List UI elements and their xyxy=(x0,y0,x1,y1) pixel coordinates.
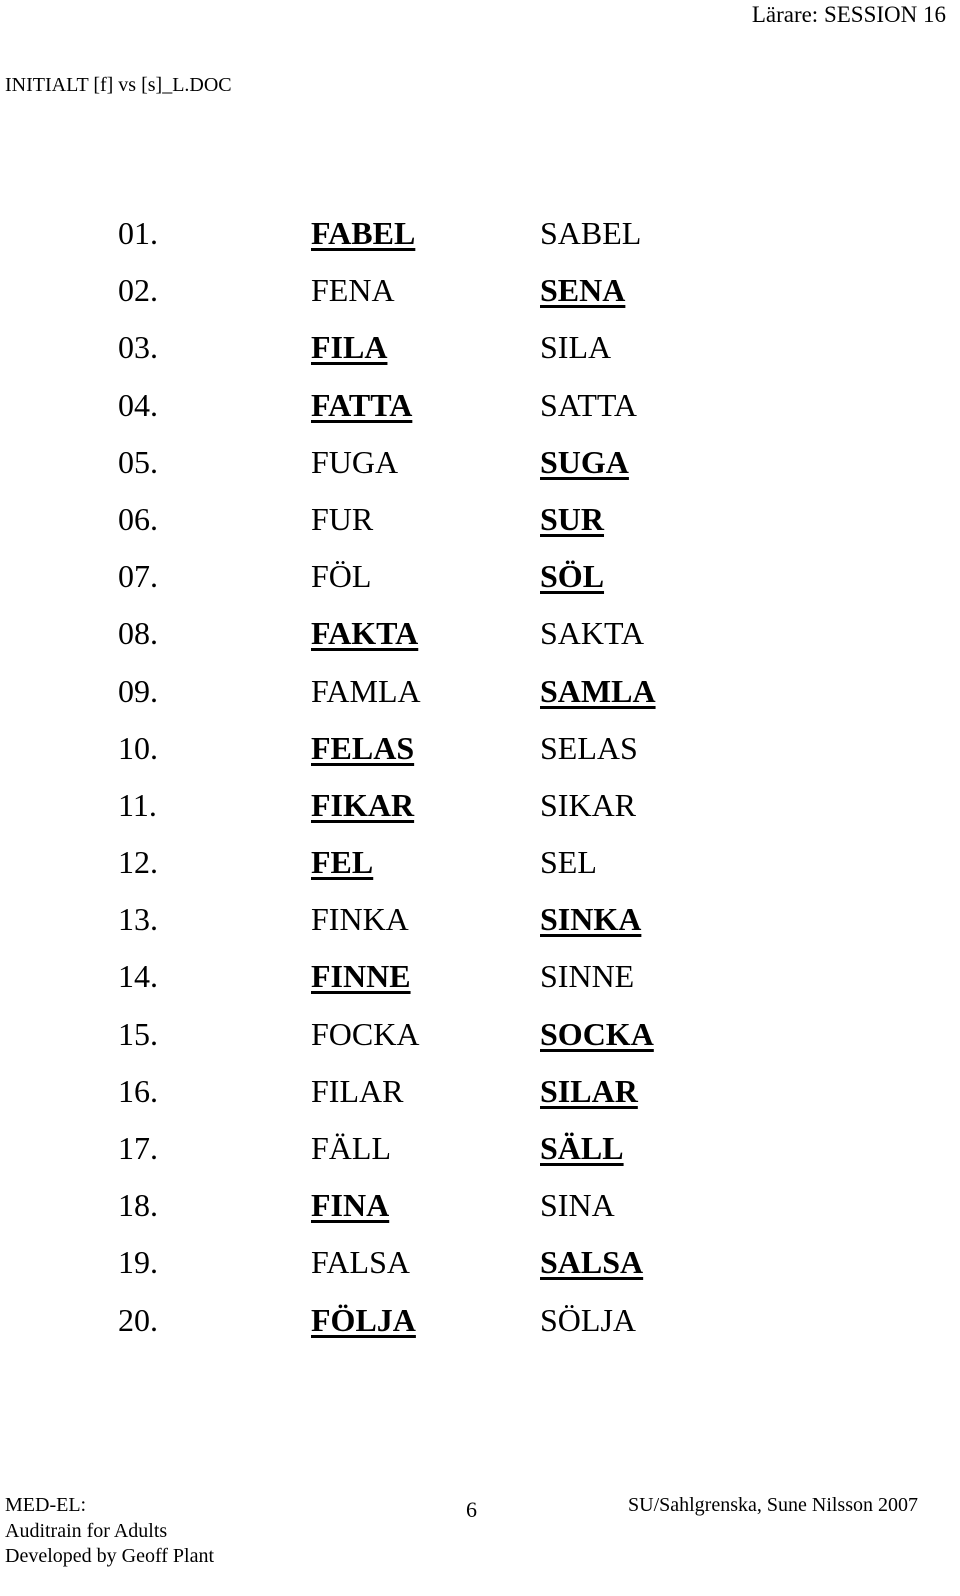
f-word-target: FINA xyxy=(311,1187,390,1224)
f-word: FUR xyxy=(311,500,374,537)
s-word: SILA xyxy=(540,329,612,366)
item-number: 04. xyxy=(118,386,158,423)
s-word: SIKAR xyxy=(540,786,637,823)
s-word-target: SUGA xyxy=(540,443,629,480)
word-pair-row xyxy=(0,897,960,954)
item-number: 10. xyxy=(118,729,158,766)
word-pair-row xyxy=(0,669,960,726)
footer-developer: Developed by Geoff Plant xyxy=(5,1545,215,1567)
s-word: SAKTA xyxy=(540,615,645,652)
f-word-target: FABEL xyxy=(311,215,416,251)
s-word-target: SENA xyxy=(540,272,626,309)
f-word-target: FELAS xyxy=(311,729,415,766)
word-pair-row xyxy=(0,325,960,382)
word-pair-row xyxy=(0,783,960,840)
f-word: FINKA xyxy=(311,901,409,938)
word-pair-row xyxy=(0,954,960,1011)
item-number: 12. xyxy=(118,844,158,881)
s-word-target: SUR xyxy=(540,500,605,537)
word-pair-row xyxy=(0,1298,960,1355)
word-pair-row xyxy=(0,1012,960,1069)
s-word: SABEL xyxy=(540,215,642,251)
f-word: FALSA xyxy=(311,1244,410,1281)
item-number: 15. xyxy=(118,1015,158,1052)
word-pair-row xyxy=(0,1069,960,1126)
f-word-target: FÖLJA xyxy=(311,1301,416,1338)
s-word: SATTA xyxy=(540,386,637,423)
s-word-target: SÄLL xyxy=(540,1130,624,1166)
s-word: SINA xyxy=(540,1187,615,1224)
f-word: FÄLL xyxy=(311,1130,391,1166)
s-word-target: SALSA xyxy=(540,1244,644,1281)
footer-program: Auditrain for Adults xyxy=(5,1520,168,1542)
s-word-target: SILAR xyxy=(540,1072,638,1109)
item-number: 02. xyxy=(118,272,158,309)
word-pair-list xyxy=(0,211,960,1355)
f-word-target: FAKTA xyxy=(311,615,419,652)
word-pair-row xyxy=(0,726,960,783)
word-pair-row xyxy=(0,268,960,325)
word-pair-row xyxy=(0,840,960,897)
word-pair-row xyxy=(0,440,960,497)
item-number: 09. xyxy=(118,672,158,709)
s-word-target: SAMLA xyxy=(540,672,656,709)
word-pair-row xyxy=(0,383,960,440)
session-header: Lärare: SESSION 16 xyxy=(751,2,946,27)
word-pair-row xyxy=(0,611,960,668)
item-number: 19. xyxy=(118,1244,158,1281)
s-word: SELAS xyxy=(540,729,638,766)
f-word-target: FILA xyxy=(311,329,388,366)
f-word: FAMLA xyxy=(311,672,421,709)
s-word-target: SOCKA xyxy=(540,1015,654,1052)
item-number: 14. xyxy=(118,958,158,995)
word-pair-row xyxy=(0,211,960,268)
f-word: FILAR xyxy=(311,1072,404,1109)
item-number: 07. xyxy=(118,558,158,595)
f-word: FOCKA xyxy=(311,1015,420,1052)
word-pair-row xyxy=(0,1183,960,1240)
word-pair-row xyxy=(0,1126,960,1183)
item-number: 08. xyxy=(118,615,158,652)
f-word-target: FEL xyxy=(311,844,374,881)
f-word-target: FATTA xyxy=(311,386,413,423)
document-filename: INITIALT [f] vs [s]_L.DOC xyxy=(5,74,232,96)
item-number: 01. xyxy=(118,215,158,251)
item-number: 17. xyxy=(118,1130,158,1166)
f-word-target: FIKAR xyxy=(311,786,415,823)
item-number: 13. xyxy=(118,901,158,938)
word-pair-row xyxy=(0,1240,960,1297)
item-number: 18. xyxy=(118,1187,158,1224)
word-pair-row xyxy=(0,497,960,554)
f-word: FUGA xyxy=(311,443,399,480)
item-number: 05. xyxy=(118,443,158,480)
footer-credit: SU/Sahlgrenska, Sune Nilsson 2007 xyxy=(628,1494,918,1516)
word-pair-row xyxy=(0,554,960,611)
item-number: 20. xyxy=(118,1301,158,1338)
s-word-target: SINKA xyxy=(540,901,642,938)
s-word: SEL xyxy=(540,844,597,881)
footer-med-el: MED-EL: xyxy=(5,1494,87,1516)
item-number: 03. xyxy=(118,329,158,366)
page-number: 6 xyxy=(466,1497,477,1522)
s-word: SINNE xyxy=(540,958,635,995)
item-number: 06. xyxy=(118,500,158,537)
item-number: 16. xyxy=(118,1072,158,1109)
f-word: FÖL xyxy=(311,558,372,595)
f-word-target: FINNE xyxy=(311,958,411,995)
f-word: FENA xyxy=(311,272,395,309)
s-word: SÖLJA xyxy=(540,1301,637,1338)
s-word-target: SÖL xyxy=(540,558,605,595)
item-number: 11. xyxy=(118,786,157,823)
